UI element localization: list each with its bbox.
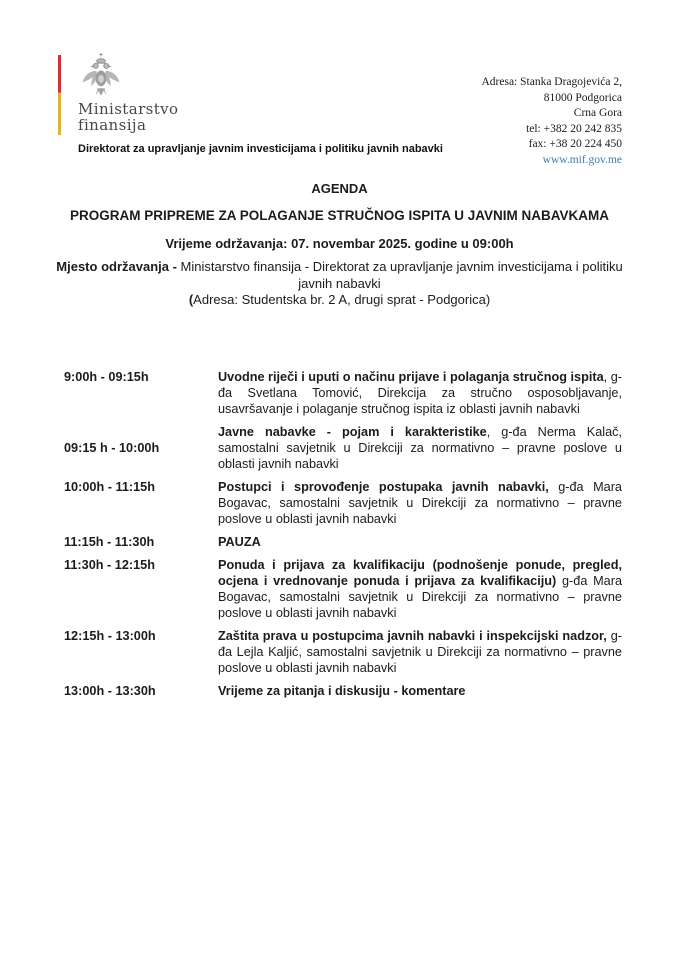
directorate-title: Direktorat za upravljanje javnim investicijama i politiku javnih nabavki <box>78 143 443 155</box>
program-title: PROGRAM PRIPREME ZA POLAGANJE STRUČNOG ISPITA U JAVNIM NABAVKAMA <box>69 208 610 223</box>
address-line: 81000 Podgorica <box>543 91 622 104</box>
agenda-heading: AGENDA <box>311 181 368 196</box>
agenda-row <box>64 683 622 699</box>
address-block <box>481 75 622 168</box>
location-address-paren: ( <box>188 292 194 307</box>
agenda-description: Uvodne riječi i uputi o načinu prijave i polaganja stručnog ispita, g-đa Svetlana Tomović, Direkcija za stručno osposobljavanje, usavršavanje i polaganje stručnog ispita iz oblasti javnih nabavki <box>218 369 622 416</box>
title-block <box>0 181 679 309</box>
location-value: Ministarstvo finansija - Direktorat za upravljanje javnim investicijama i politiku javnih nabavki <box>176 259 623 291</box>
agenda-time: 12:15h - 13:00h <box>64 628 156 643</box>
agenda-description: PAUZA <box>218 534 261 549</box>
flag-accent-bar <box>58 55 61 135</box>
agenda-description: Postupci i sprovođenje postupaka javnih nabavki, g-đa Mara Bogavac, samostalni savjetnik u Direkciji za normativno – pravne poslove u oblasti javnih nabavki <box>218 479 622 526</box>
address-line: Crna Gora <box>573 107 622 119</box>
agenda-time: 10:00h - 11:15h <box>64 479 155 494</box>
website-link[interactable]: www.mif.gov.me <box>542 153 622 166</box>
agenda-row <box>64 424 622 472</box>
location-address: Adresa: Studentska br. 2 A, drugi sprat - Podgorica) <box>193 292 491 307</box>
location-label: Mjesto održavanja - <box>56 259 177 274</box>
agenda-row <box>64 557 622 621</box>
agenda-description: Ponuda i prijava za kvalifikaciju (podnošenje ponude, pregled, ocjena i vrednovanje ponuda i prijava za kvalifikaciju) g-đa Mara Bogavac, samostalni savjetnik u Direkciji za normativno – pravne poslove u oblasti javnih nabavki <box>218 557 622 620</box>
event-datetime: Vrijeme održavanja: 07. novembar 2025. godine u 09:00h <box>165 236 514 251</box>
agenda-time: 11:30h - 12:15h <box>64 557 155 572</box>
phone-line: tel: +382 20 242 835 <box>526 122 622 135</box>
agenda-description: Zaštita prava u postupcima javnih nabavki i inspekcijski nadzor, g-đa Lejla Kaljić, samostalni savjetnik u Direkciji za normativno – pravne poslove u oblasti javnih nabavki <box>218 628 622 675</box>
agenda-row <box>64 628 622 676</box>
schedule-table <box>0 369 679 699</box>
agenda-description: Vrijeme za pitanja i diskusiju - komentare <box>218 683 466 698</box>
montenegro-coat-of-arms-icon <box>80 52 122 99</box>
ministry-logo-block <box>58 52 443 155</box>
logo-content <box>78 52 443 155</box>
document-header <box>0 0 679 168</box>
ministry-name-line1: Ministarstvo <box>78 100 179 118</box>
ministry-name-line2: finansija <box>78 115 147 134</box>
agenda-row <box>64 534 622 550</box>
ministry-name <box>78 102 443 133</box>
agenda-time: 11:15h - 11:30h <box>64 534 155 549</box>
agenda-time: 9:00h - 09:15h <box>64 369 149 384</box>
agenda-time: 09:15 h - 10:00h <box>64 440 160 455</box>
agenda-time: 13:00h - 13:30h <box>64 683 156 698</box>
agenda-row <box>64 479 622 527</box>
agenda-description: Javne nabavke - pojam i karakteristike, g-đa Nerma Kalač, samostalni savjetnik u Direkciji za normativno – pravne poslove u oblasti javnih nabavki <box>218 424 623 471</box>
fax-line: fax: +38 20 224 450 <box>528 138 622 150</box>
agenda-row <box>64 369 622 417</box>
event-location <box>40 259 639 309</box>
address-line: Adresa: Stanka Dragojevića 2, <box>481 76 622 88</box>
